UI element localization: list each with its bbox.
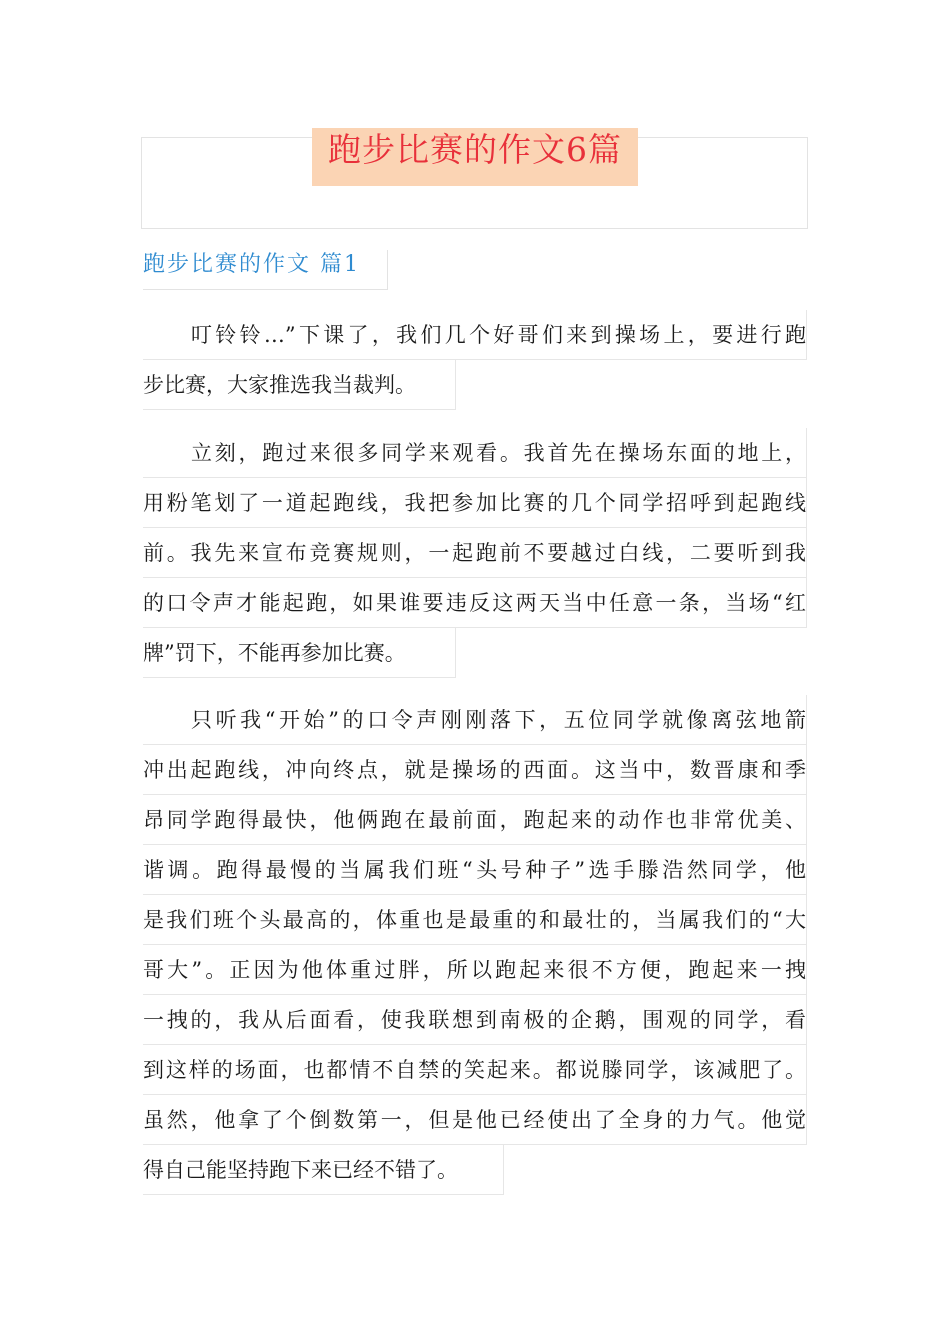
paragraph-1 bbox=[143, 310, 807, 410]
paragraph-line: 的口令声才能起跑，如果谁要违反这两天当中任意一条，当场“红 bbox=[143, 578, 807, 628]
paragraph-line: 得自己能坚持跑下来已经不错了。 bbox=[143, 1145, 504, 1195]
paragraph-line: 立刻，跑过来很多同学来观看。我首先在操场东面的地上， bbox=[143, 428, 807, 478]
paragraph-line: 昂同学跑得最快，他俩跑在最前面，跑起来的动作也非常优美、 bbox=[143, 795, 807, 845]
document-title: 跑步比赛的作文6篇 bbox=[312, 128, 638, 186]
paragraph-line: 步比赛，大家推选我当裁判。 bbox=[143, 360, 456, 410]
paragraph-line: 谐调。跑得最慢的当属我们班“头号种子”选手滕浩然同学，他 bbox=[143, 845, 807, 895]
paragraph-line: 叮铃铃…”下课了，我们几个好哥们来到操场上，要进行跑 bbox=[143, 310, 807, 360]
section-heading: 跑步比赛的作文 篇1 bbox=[143, 250, 388, 290]
paragraph-line: 到这样的场面，也都情不自禁的笑起来。都说滕同学，该减肥了。 bbox=[143, 1045, 807, 1095]
paragraph-line: 牌”罚下，不能再参加比赛。 bbox=[143, 628, 456, 678]
paragraph-line: 前。我先来宣布竞赛规则，一起跑前不要越过白线，二要听到我 bbox=[143, 528, 807, 578]
paragraph-2 bbox=[143, 428, 807, 678]
paragraph-line: 用粉笔划了一道起跑线，我把参加比赛的几个同学招呼到起跑线 bbox=[143, 478, 807, 528]
paragraph-line: 虽然，他拿了个倒数第一，但是他已经使出了全身的力气。他觉 bbox=[143, 1095, 807, 1145]
paragraph-3 bbox=[143, 695, 807, 1195]
paragraph-line: 哥大”。正因为他体重过胖，所以跑起来很不方便，跑起来一拽 bbox=[143, 945, 807, 995]
paragraph-line: 只听我“开始”的口令声刚刚落下，五位同学就像离弦地箭 bbox=[143, 695, 807, 745]
paragraph-line: 一拽的，我从后面看，使我联想到南极的企鹅，围观的同学，看 bbox=[143, 995, 807, 1045]
paragraph-line: 是我们班个头最高的，体重也是最重的和最壮的，当属我们的“大 bbox=[143, 895, 807, 945]
paragraph-line: 冲出起跑线，冲向终点，就是操场的西面。这当中，数晋康和季 bbox=[143, 745, 807, 795]
